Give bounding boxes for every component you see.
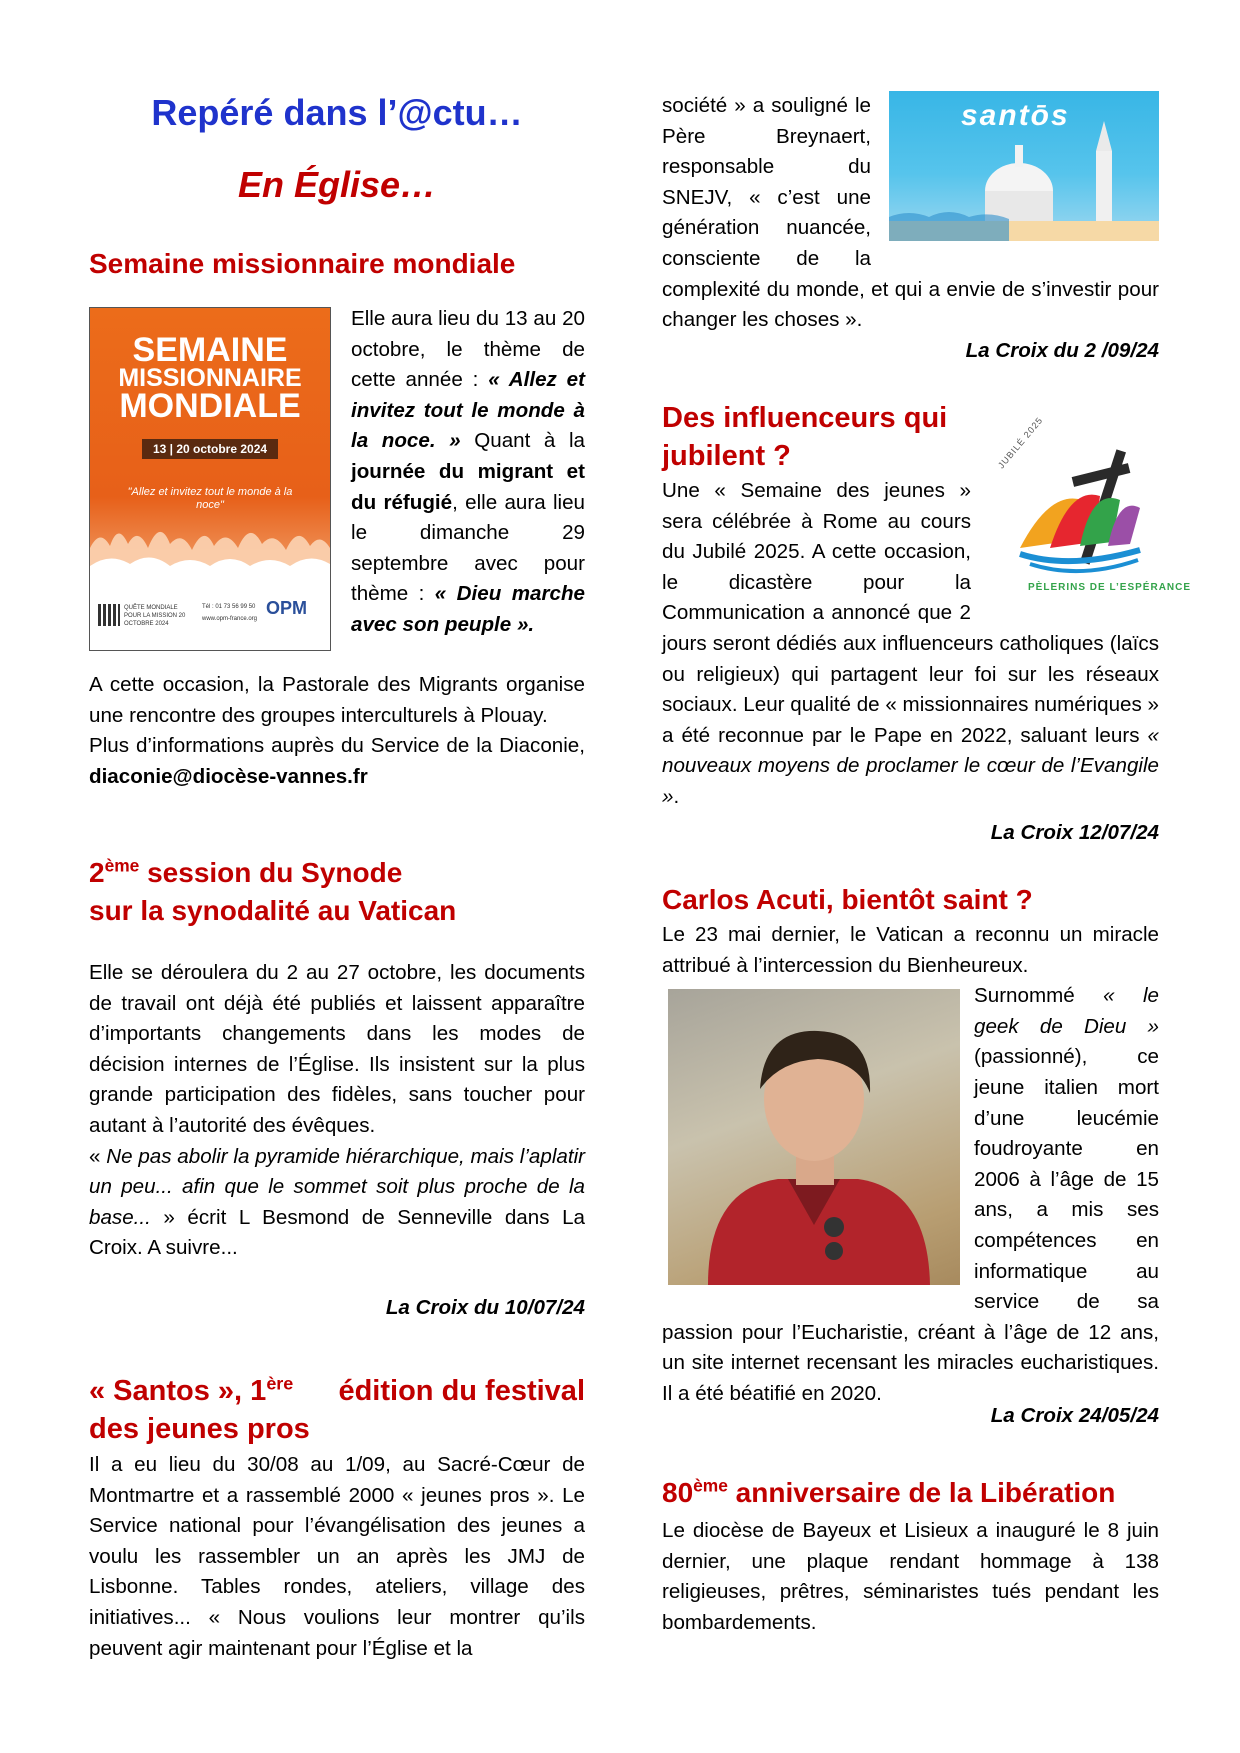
influ-heading: Des influenceurs qui jubilent ? (662, 402, 948, 472)
smm-t7: A cette occasion, la Pastorale des Migrants organise une rencontre des groupes interculturels à Plouay. (89, 673, 585, 727)
poster-quote: "Allez et invitez tout le monde à la noce" (127, 486, 293, 511)
santos-body-right (662, 91, 1159, 336)
acuti-source: La Croix 24/05/24 (990, 1404, 1159, 1427)
smm-t1: Elle aura lieu du 13 au 20 octobre, le thème de cette année : (351, 307, 585, 392)
smm-t8: Plus d’informations auprès du Service de la Diaconie, (89, 734, 585, 758)
poster-dates: 13 | 20 octobre 2024 (142, 439, 278, 459)
poster-line3: MONDIALE (119, 387, 301, 425)
influ-body: Une « Semaine des jeunes » sera célébrée à Rome au cours du Jubilé 2025. A cette occasion, le dicastère pour la Communication a annoncé que 2 jours seront dédiés aux influenceurs catholiques (laïcs ou religieux) qui partagent leur foi sur les réseaux sociaux. Leur qualité de « missionnaires numériques » a été reconnue par le Pape en 2022, saluant leurs « nouveaux moyens de proclamer le cœur de l’Evangile ». (662, 479, 1159, 808)
smm-after-text (89, 670, 585, 792)
acuti-body: Le 23 mai dernier, le Vatican a reconnu un miracle attribué à l’intercession du Bienheureux. Surnommé « le geek de Dieu » (passionné), ce jeune italien mort d’une leucémie foudroyante en 2006 à l’âge de 15 ans, a mis ses compétences en informatique au service de sa passion pour l’Eucharistie, créant à l’âge de 12 ans, un site internet recensant les miracles eucharistiques. Il a été béatifié en 2020. (662, 920, 1159, 1410)
liberation-p1: Le diocèse de Bayeux et Lisieux a inauguré le 8 juin dernier, une plaque rendant hommage à 138 religieuses, prêtres, séminaristes tués pendant les bombardements. (662, 1519, 1159, 1634)
synode-p1: Elle se déroulera du 2 au 27 octobre, les documents de travail ont déjà été publiés et laissent apparaître d’importants changements dans les modes de décision internes de l’Église. Ils insistent sur la plus grande participation des fidèles, sans toucher pour autant à l’autorité des évêques. (89, 961, 585, 1137)
santos-source: La Croix du 2 /09/24 (965, 339, 1159, 362)
santos-p1: Il a eu lieu du 30/08 au 1/09, au Sacré-Cœur de Montmartre et a rassemblé 2000 « jeunes pros ». Le Service national pour l’évangélisation des jeunes a voulu les rassembler un an après les JMJ de Lisbonne. Tables rondes, ateliers, village des initiatives... « Nous voulions leur montrer qu’ils peuvent agir maintenant pour l’Église et la (89, 1453, 585, 1660)
synode-heading: 2ème session du Synode sur la synodalité au Vatican (89, 855, 457, 926)
smm-heading: Semaine missionnaire mondiale (89, 248, 516, 279)
smm-t3: Quant à la (474, 429, 585, 453)
acuti-photo-image (668, 989, 960, 1285)
santos-p2: société » a souligné le Père Breynaert, responsable du SNEJV, « c’est une génération nuancée, consciente de la complexité du monde, et qui a envie de s’investir pour changer les choses ». (662, 94, 1159, 332)
smm-poster-image (89, 307, 331, 651)
poster-qr-icon (98, 604, 120, 626)
poster-line1: SEMAINE (132, 331, 288, 369)
smm-t4: journée du migrant et du réfugié (351, 459, 585, 514)
diaconie-email-link[interactable]: diaconie@diocèse-vannes.fr (89, 764, 368, 788)
page-title: Repéré dans l’@ctu… (151, 92, 523, 133)
poster-opm-logo: OPM (266, 598, 308, 618)
poster-line2: MISSIONNAIRE (118, 364, 302, 392)
smm-t5: , elle aura lieu le dimanche 29 septembre avec pour thème : (351, 490, 586, 606)
jubile-logo-top: JUBILÉ 2025 (996, 414, 1045, 471)
acuti-nickname-quote: « le geek de Dieu » (974, 984, 1159, 1038)
poster-footer-left: QUÊTE MONDIALE POUR LA MISSION 20 OCTOBRE 2024 (124, 605, 186, 627)
page-subtitle: En Église… (237, 164, 437, 205)
influ-p1: Une « Semaine des jeunes » sera célébrée à Rome au cours du Jubilé 2025. A cette occasion, le dicastère pour la Communication a annoncé que 2 jours seront dédiés aux influenceurs catholiques (laïcs ou religieux) qui partagent leur foi sur les réseaux sociaux. Leur qualité de « missionnaires numériques » a été reconnue par le Pape en 2022, saluant leurs (662, 479, 1159, 747)
liberation-body (662, 1516, 1159, 1638)
influ-quote: « nouveaux moyens de proclamer le cœur de l’Evangile » (662, 723, 1159, 808)
smm-theme2-quote: « Dieu marche avec son peuple ». (351, 582, 585, 636)
acuti-p1: Le 23 mai dernier, le Vatican a reconnu un miracle attribué à l’intercession du Bienheureux. (662, 923, 1159, 977)
santos-body-left (89, 1450, 585, 1664)
acuti-heading: Carlos Acuti, bientôt saint ? (662, 884, 1033, 915)
poster-crowd-illustration (90, 508, 330, 588)
poster-footer-web: www.opm-france.org (202, 616, 258, 622)
smm-theme-quote: « Allez et invitez tout le monde à la noce. » (351, 368, 585, 453)
santos-heading: « Santos », 1ère édition du festival des jeunes pros (89, 1373, 585, 1445)
poster-footer-tel: Tél : 01 73 56 99 50 (202, 604, 256, 610)
synode-body: Elle se déroulera du 2 au 27 octobre, les documents de travail ont déjà été publiés et laissent apparaître d’importants changements dans les modes de décision internes de l’Église. Ils insistent sur la plus grande participation des fidèles, sans toucher pour autant à l’autorité des évêques. « Ne pas abolir la pyramide hiérarchique, mais l’aplatir un peu... afin que le sommet soit plus proche de la base... » écrit L Besmond de Senneville dans La Croix. A suivre... (89, 958, 585, 1264)
synode-source: La Croix du 10/07/24 (385, 1296, 585, 1319)
synode-quote: Ne pas abolir la pyramide hiérarchique, mais l’aplatir un peu... afin que le sommet soit plus proche de la base... (89, 1144, 586, 1229)
santos-logo-image (889, 91, 1159, 241)
jubile-logo-bottom: PÈLERINS DE L’ESPÉRANCE (1028, 582, 1192, 593)
smm-side-text (351, 304, 585, 641)
santos-logo-text: santōs (961, 99, 1070, 132)
liberation-heading: 80ème anniversaire de la Libération (662, 1475, 1116, 1508)
influ-source: La Croix 12/07/24 (990, 821, 1159, 844)
